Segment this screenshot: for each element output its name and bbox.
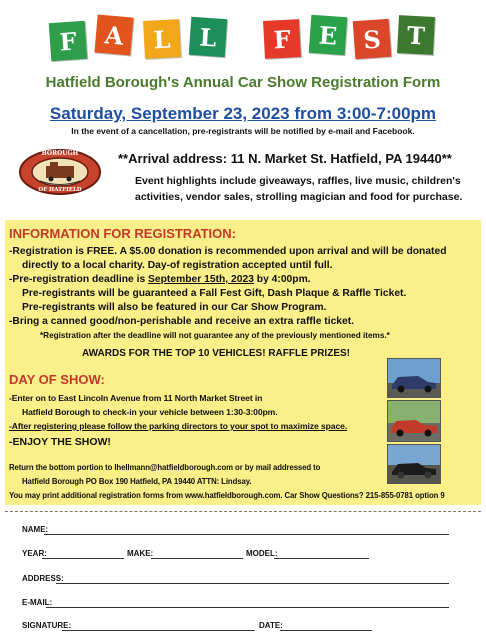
enjoy-show: -ENJOY THE SHOW! <box>9 436 111 448</box>
make-label: MAKE: <box>127 549 154 558</box>
form-subtitle: Hatfield Borough's Annual Car Show Registration Form <box>45 74 441 91</box>
info-line-2: directly to a local charity. Day-of registration accepted until full. <box>22 260 333 271</box>
banner-tile-f1: F <box>49 21 88 61</box>
cancellation-note: In the event of a cancellation, pre-registrants will be notified by e-mail and Facebook. <box>71 126 415 136</box>
model-label: MODEL: <box>246 549 278 558</box>
day-line-1: -Enter on to East Lincoln Avenue from 11 North Market Street in <box>9 393 263 403</box>
info-line-5: Pre-registrants will also be featured in our Car Show Program. <box>22 302 327 313</box>
car-photo-1 <box>387 358 441 398</box>
banner-tile-f2: F <box>263 19 301 59</box>
make-field[interactable] <box>151 558 243 559</box>
signature-field[interactable] <box>62 630 255 631</box>
banner-tile-l1: L <box>143 19 181 59</box>
seal-bottom-text: OF HATFIELD <box>38 187 82 193</box>
address-label: ADDRESS: <box>22 574 64 583</box>
address-field[interactable] <box>56 583 449 584</box>
name-field[interactable] <box>44 534 449 535</box>
return-line-1: Return the bottom portion to lhellmann@hatfieldborough.com or by mail addressed to <box>9 463 321 472</box>
banner-tile-l2: L <box>189 17 228 57</box>
awards-line: AWARDS FOR THE TOP 10 VEHICLES! RAFFLE PRIZES! <box>82 348 350 359</box>
banner-tile-e: E <box>309 15 348 55</box>
info-line-4: Pre-registrants will be guaranteed a Fall Fest Gift, Dash Plaque & Raffle Ticket. <box>22 288 407 299</box>
year-label: YEAR: <box>22 549 47 558</box>
year-field[interactable] <box>42 558 124 559</box>
deadline-prefix: -Pre-registration deadline is <box>9 274 149 285</box>
car-photo-3 <box>387 444 441 484</box>
event-highlights: Event highlights include giveaways, raffles, live music, children's activities, vendor sales, strolling magician and food for purchase. <box>135 175 463 203</box>
day-line-2: Hatfield Borough to check-in your vehicle between 1:30-3:00pm. <box>22 407 278 417</box>
deadline-date: September 15th, 2023 <box>148 274 254 285</box>
banner-tile-a: A <box>94 15 133 56</box>
info-line-6: -Bring a canned good/non-perishable and receive an extra raffle ticket. <box>9 316 355 327</box>
banner-tile-s: S <box>353 19 392 59</box>
day-line-3: -After registering please follow the parking directors to your spot to maximize space. <box>9 421 348 431</box>
name-label: NAME: <box>22 525 49 534</box>
cut-line <box>5 511 481 512</box>
model-field[interactable] <box>274 558 369 559</box>
event-date: Saturday, September 23, 2023 from 3:00-7:00pm <box>49 104 437 123</box>
return-line-2: Hatfield Borough PO Box 190 Hatfield, PA 19440 ATTN: Lindsay. <box>22 477 252 486</box>
borough-seal-logo <box>18 148 102 196</box>
email-label: E-MAIL: <box>22 598 53 607</box>
seal-top-text: BOROUGH <box>41 150 79 157</box>
deadline-suffix: by 4:00pm. <box>253 274 311 285</box>
day-of-show-heading: DAY OF SHOW: <box>9 372 105 387</box>
info-line-3 <box>9 273 311 287</box>
signature-label: SIGNATURE: <box>22 621 72 630</box>
car-photo-2 <box>387 400 441 442</box>
date-label: DATE: <box>259 621 283 630</box>
email-field[interactable] <box>46 607 449 608</box>
info-heading: INFORMATION FOR REGISTRATION: <box>9 226 236 241</box>
return-line-3: You may print additional registration forms from www.hatfieldborough.com. Car Show Questions? 215-855-0781 option 9 <box>9 491 445 500</box>
date-field[interactable] <box>280 630 372 631</box>
arrival-address: **Arrival address: 11 N. Market St. Hatfield, PA 19440** <box>118 151 452 166</box>
banner-tile-t: T <box>397 15 435 55</box>
info-line-1: -Registration is FREE. A $5.00 donation is recommended upon arrival and will be donated <box>9 246 447 257</box>
info-line-7: *Registration after the deadline will not guarantee any of the previously mentioned items.* <box>40 331 390 340</box>
